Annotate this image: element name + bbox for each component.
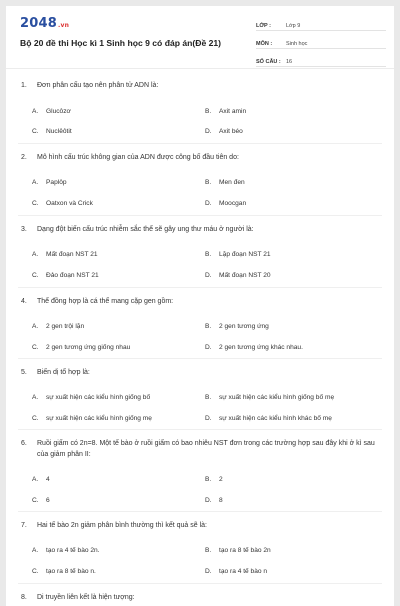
answer-option[interactable]	[32, 323, 84, 330]
question-divider	[18, 287, 382, 288]
option-text: Đảo đoạn NST 21	[46, 272, 99, 279]
question-divider	[18, 358, 382, 359]
option-letter: A.	[32, 323, 39, 330]
option-text: tạo ra 4 tế bào n	[219, 568, 268, 575]
document-title: Bộ 20 đề thi Học kì 1 Sinh học 9 có đáp án(Đề 21)	[20, 38, 222, 48]
answer-option[interactable]	[32, 547, 100, 554]
option-text: sự xuất hiện các kiểu hình khác bố mẹ	[219, 415, 332, 422]
answer-option[interactable]	[205, 568, 267, 575]
option-text: 2 gen tương ứng khác nhau.	[219, 344, 303, 351]
option-letter: A.	[32, 179, 39, 186]
answer-option[interactable]	[32, 394, 150, 401]
answer-option[interactable]	[32, 108, 71, 115]
answer-option[interactable]	[205, 272, 271, 279]
question-text	[21, 152, 379, 163]
option-letter: B.	[205, 108, 212, 115]
answer-option[interactable]	[205, 128, 243, 135]
option-text: sự xuất hiện các kiểu hình giống bố	[46, 394, 151, 401]
option-letter: C.	[32, 344, 39, 351]
question-body: Biến dị tổ hợp là:	[37, 369, 90, 376]
option-text: 2 gen trội lặn	[46, 323, 85, 330]
answer-option[interactable]	[205, 251, 271, 258]
document-meta	[256, 16, 386, 70]
option-letter: D.	[205, 415, 212, 422]
question-number: 8.	[21, 594, 27, 601]
question-number: 4.	[21, 298, 27, 305]
question-divider	[18, 143, 382, 144]
question-text	[21, 296, 379, 307]
option-letter: C.	[32, 128, 39, 135]
site-logo[interactable]: 2048.vn	[20, 16, 70, 31]
answer-option[interactable]	[205, 497, 223, 504]
option-letter: A.	[32, 394, 39, 401]
answer-option[interactable]	[32, 128, 72, 135]
answer-option[interactable]	[205, 200, 246, 207]
option-text: 2 gen tương ứng	[219, 323, 269, 330]
option-text: Lặp đoạn NST 21	[219, 251, 271, 258]
question-text	[21, 367, 379, 378]
option-letter: D.	[205, 128, 212, 135]
option-text: 8	[219, 497, 223, 504]
option-text: 6	[46, 497, 50, 504]
answer-option[interactable]	[205, 547, 271, 554]
answer-option[interactable]	[32, 200, 93, 207]
option-letter: C.	[32, 497, 39, 504]
option-text: Mất đoạn NST 21	[46, 251, 98, 258]
option-letter: C.	[32, 568, 39, 575]
option-letter: B.	[205, 394, 212, 401]
option-letter: D.	[205, 344, 212, 351]
option-letter: D.	[205, 497, 212, 504]
option-letter: A.	[32, 108, 39, 115]
question-number: 2.	[21, 154, 27, 161]
question-body: Mô hình cấu trúc không gian của ADN được công bố đầu tiên do:	[37, 154, 239, 161]
question-body: Hai tế bào 2n giảm phân bình thường thì kết quả sẽ là:	[37, 522, 207, 529]
option-text: Axit béo	[219, 128, 243, 135]
option-text: Moocgan	[219, 200, 247, 207]
option-letter: C.	[32, 415, 39, 422]
option-letter: B.	[205, 251, 212, 258]
question-body: Đơn phân cấu tạo nên phân tử ADN là:	[37, 82, 159, 89]
option-letter: B.	[205, 547, 212, 554]
option-text: Paplôp	[46, 179, 67, 186]
option-text: Men đen	[219, 179, 245, 186]
question-body: Ruồi giấm có 2n=8. Một tế bào ở ruồi giấm có bao nhiêu NST đơn trong các trường hợp sau đây khi ở kì sau của giảm phân II:	[37, 440, 375, 458]
option-letter: B.	[205, 323, 212, 330]
answer-option[interactable]	[205, 323, 269, 330]
meta-key: LỚP :	[256, 23, 271, 29]
meta-key: SỐ CÂU :	[256, 59, 281, 65]
option-text: sự xuất hiện các kiểu hình giống mẹ	[46, 415, 152, 422]
answer-option[interactable]	[205, 476, 223, 483]
document-page	[6, 6, 394, 606]
option-letter: D.	[205, 200, 212, 207]
option-text: Nuclêôtit	[46, 128, 72, 135]
answer-option[interactable]	[32, 568, 96, 575]
question-body: Di truyền liên kết là hiện tượng:	[37, 594, 135, 601]
option-text: Oatxon và Crick	[46, 200, 93, 207]
document-header	[6, 6, 394, 69]
option-text: 2 gen tương ứng giống nhau	[46, 344, 131, 351]
meta-value: Lớp 9	[286, 23, 301, 29]
option-letter: D.	[205, 568, 212, 575]
option-text: tạo ra 8 tế bào n.	[46, 568, 96, 575]
question-body: Dạng đột biến cấu trúc nhiễm sắc thể sẽ gây ung thư máu ở người là:	[37, 226, 254, 233]
question-body: Thể đồng hợp là cá thể mang cặp gen gồm:	[37, 298, 174, 305]
option-text: Mất đoạn NST 20	[219, 272, 271, 279]
question-text	[21, 80, 379, 91]
answer-option[interactable]	[205, 344, 303, 351]
question-divider	[18, 215, 382, 216]
option-letter: B.	[205, 179, 212, 186]
meta-row-subject	[256, 34, 386, 49]
option-text: tạo ra 8 tế bào 2n	[219, 547, 271, 554]
option-text: 2	[219, 476, 223, 483]
meta-row-count	[256, 52, 386, 67]
option-letter: A.	[32, 251, 39, 258]
meta-value: 16	[286, 59, 293, 65]
answer-option[interactable]	[205, 415, 332, 422]
answer-option[interactable]	[32, 251, 98, 258]
option-letter: C.	[32, 200, 39, 207]
question-text	[21, 520, 379, 531]
option-letter: A.	[32, 476, 39, 483]
option-text: sự xuất hiện các kiểu hình giống bố mẹ	[219, 394, 335, 401]
option-letter: A.	[32, 547, 39, 554]
meta-key: MÔN :	[256, 41, 273, 47]
meta-value: Sinh học	[286, 41, 308, 47]
answer-option[interactable]	[205, 108, 246, 115]
option-letter: B.	[205, 476, 212, 483]
question-number: 5.	[21, 369, 27, 376]
answer-option[interactable]	[205, 394, 334, 401]
option-text: Axit amin	[219, 108, 247, 115]
answer-option[interactable]	[32, 344, 130, 351]
answer-option[interactable]	[32, 179, 67, 186]
question-text	[21, 224, 379, 235]
answer-option[interactable]	[32, 476, 50, 483]
answer-option[interactable]	[205, 179, 245, 186]
option-letter: D.	[205, 272, 212, 279]
answer-option[interactable]	[32, 415, 152, 422]
question-number: 6.	[21, 440, 27, 447]
answer-option[interactable]	[32, 497, 50, 504]
option-letter: C.	[32, 272, 39, 279]
question-number: 1.	[21, 82, 27, 89]
option-text: Glucôzơ	[46, 108, 71, 115]
question-number: 7.	[21, 522, 27, 529]
option-text: 4	[46, 476, 50, 483]
question-text	[21, 438, 379, 460]
answer-option[interactable]	[32, 272, 99, 279]
meta-row-class	[256, 16, 386, 31]
question-number: 3.	[21, 226, 27, 233]
question-divider	[18, 511, 382, 512]
question-divider	[18, 583, 382, 584]
question-text	[21, 592, 379, 603]
question-divider	[18, 429, 382, 430]
option-text: tạo ra 4 tế bào 2n.	[46, 547, 100, 554]
